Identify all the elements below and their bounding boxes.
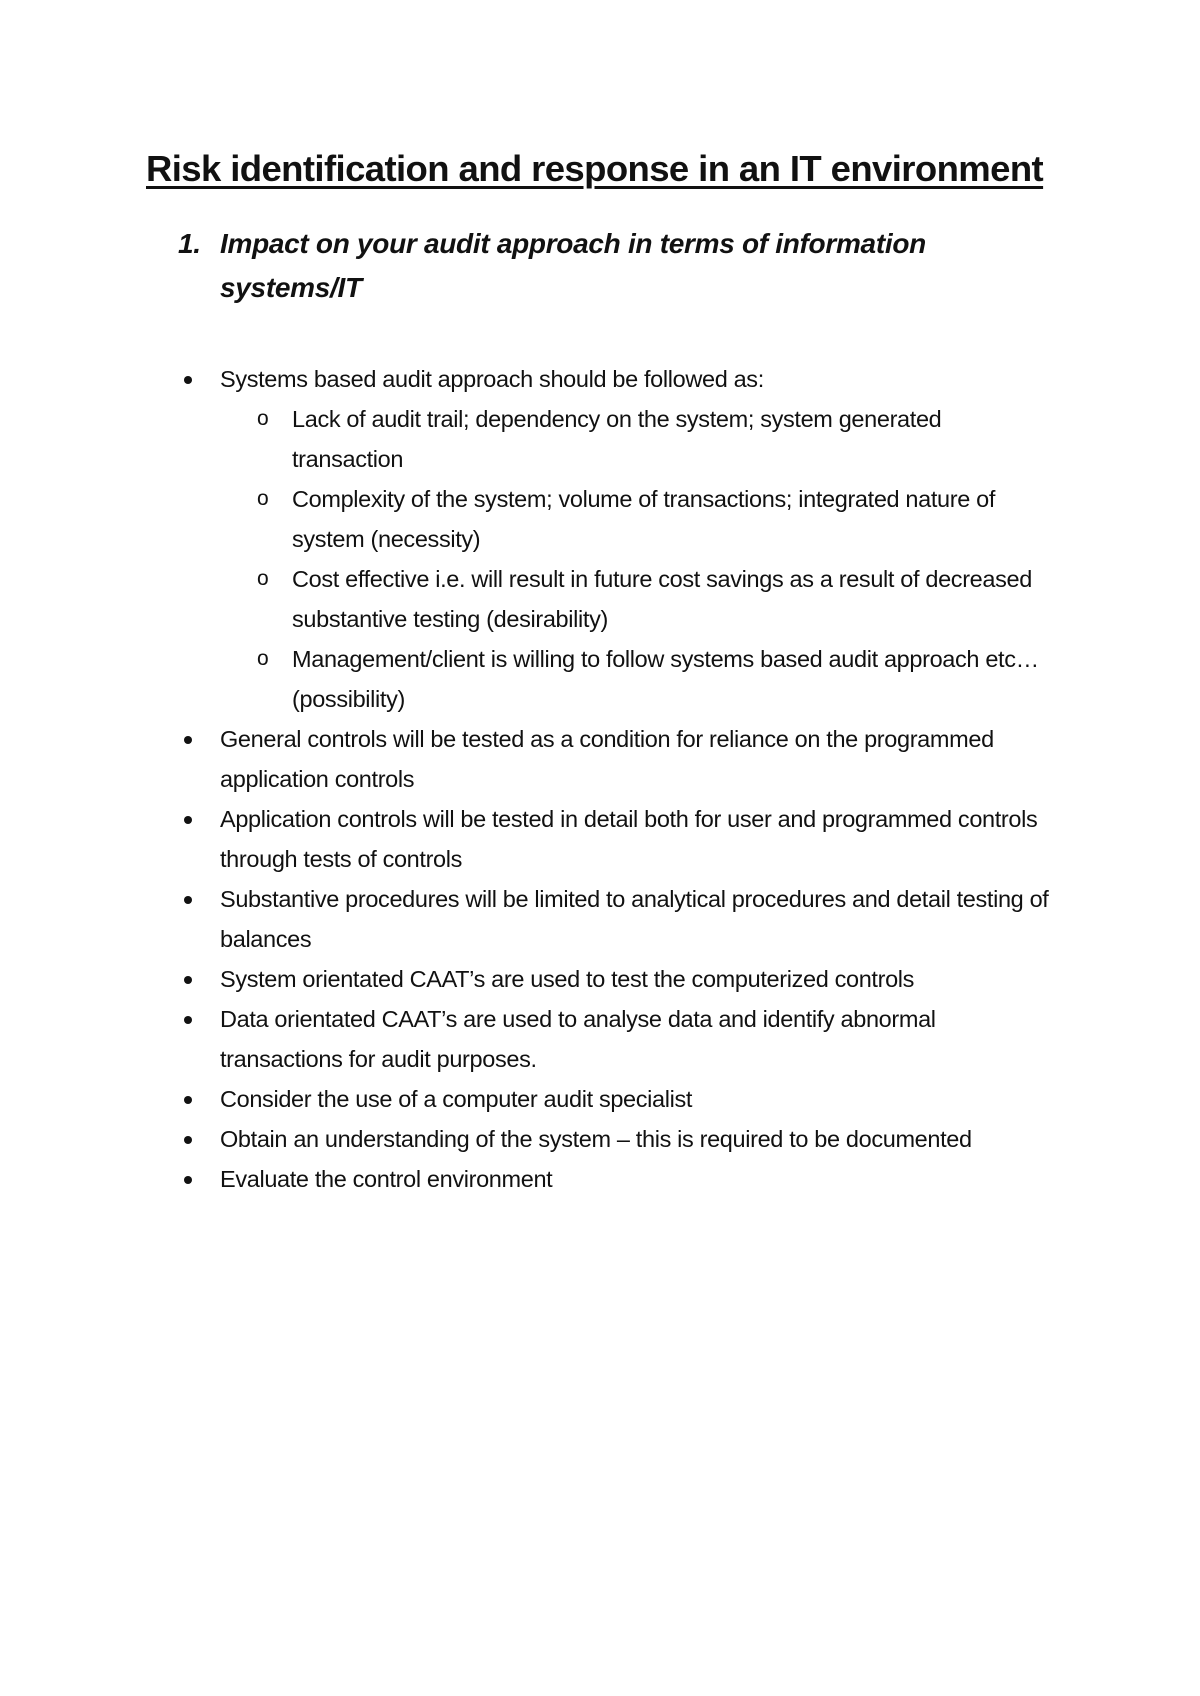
list-item	[0, 959, 1050, 999]
list-item	[0, 879, 1050, 959]
document-title: Risk identification and response in an IT environment	[146, 148, 1044, 189]
circle-bullet-icon: o	[257, 407, 269, 430]
bullet-icon	[184, 1176, 192, 1184]
list-item-text: System orientated CAAT’s are used to test the computerized controls	[220, 966, 915, 992]
circle-bullet-icon: o	[257, 567, 269, 590]
sub-list-item-text: Lack of audit trail; dependency on the system; system generated transaction	[292, 406, 942, 472]
list-item	[0, 999, 1050, 1079]
sub-list-item-text: Cost effective i.e. will result in future cost savings as a result of decreased substantive testing (desirability)	[292, 566, 1032, 632]
bullet-icon	[184, 376, 192, 384]
list-item	[0, 1159, 1050, 1199]
list-item	[0, 1079, 1050, 1119]
bullet-list	[0, 359, 1200, 1199]
list-item-text: Consider the use of a computer audit specialist	[220, 1086, 693, 1112]
list-item-text: Evaluate the control environment	[220, 1166, 553, 1192]
bullet-icon	[184, 1096, 192, 1104]
list-item-text: Substantive procedures will be limited to analytical procedures and detail testing of balances	[220, 886, 1049, 952]
bullet-icon	[184, 736, 192, 744]
sub-list-item-text: Complexity of the system; volume of transactions; integrated nature of system (necessity)	[292, 486, 996, 552]
circle-bullet-icon: o	[257, 647, 269, 670]
section-heading	[178, 222, 1008, 310]
sub-list-item	[0, 479, 1052, 559]
bullet-icon	[184, 976, 192, 984]
list-item-text: Obtain an understanding of the system – this is required to be documented	[220, 1126, 972, 1152]
list-item-text: General controls will be tested as a condition for reliance on the programmed application controls	[220, 726, 994, 792]
bullet-icon	[184, 1016, 192, 1024]
list-item	[0, 359, 1050, 399]
sub-list-item	[0, 399, 1052, 479]
circle-bullet-icon: o	[257, 487, 269, 510]
section-heading-text: Impact on your audit approach in terms of information systems/IT	[220, 228, 926, 303]
list-item-text: Application controls will be tested in detail both for user and programmed controls through tests of controls	[220, 806, 1038, 872]
bullet-icon	[184, 816, 192, 824]
sub-list-item	[0, 639, 1052, 719]
list-item	[0, 799, 1050, 879]
list-item	[0, 719, 1050, 799]
sub-list-item	[0, 559, 1052, 639]
bullet-icon	[184, 1136, 192, 1144]
list-item	[0, 1119, 1050, 1159]
list-item-text: Systems based audit approach should be followed as:	[220, 366, 764, 392]
sub-list-item-text: Management/client is willing to follow systems based audit approach etc… (possibility)	[292, 646, 1039, 712]
list-item-text: Data orientated CAAT’s are used to analyse data and identify abnormal transactions for audit purposes.	[220, 1006, 936, 1072]
bullet-icon	[184, 896, 192, 904]
section-number: 1.	[178, 228, 201, 259]
